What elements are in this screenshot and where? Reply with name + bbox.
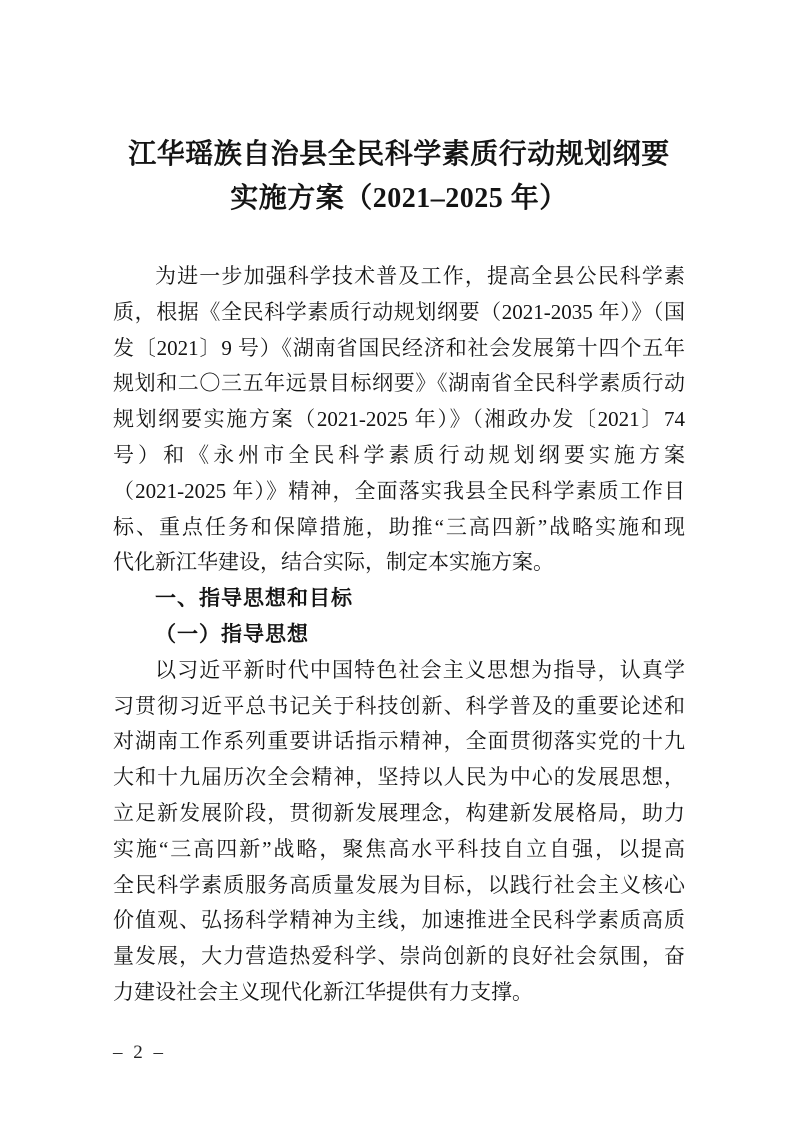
paragraph-line: 力建设社会主义现代化新江华提供有力支撑。: [113, 979, 533, 1004]
paragraph-line: 价值观、弘扬科学精神为主线，加速推进全民科学素质高质: [113, 908, 685, 933]
paragraph-line: 号）和《永州市全民科学素质行动规划纲要实施方案: [113, 442, 685, 467]
paragraph-line: 全民科学素质服务高质量发展为目标，以践行社会主义核心: [113, 872, 685, 897]
paragraph-line: 质，根据《全民科学素质行动规划纲要（2021-2035 年）》（国: [113, 299, 685, 324]
section-heading-guiding-thought-and-goals: 一、指导思想和目标: [155, 587, 353, 611]
page-number: – 2 –: [113, 1042, 166, 1063]
paragraph-line: 立足新发展阶段，贯彻新发展理念，构建新发展格局，助力: [113, 800, 685, 825]
paragraph-line: 为进一步加强科学技术普及工作，提高全县公民科学素: [155, 264, 685, 288]
paragraph-line: 规划和二〇三五年远景目标纲要》《湖南省全民科学素质行动: [113, 371, 685, 396]
paragraph-line: 规划纲要实施方案（2021-2025 年）》（湘政办发〔2021〕74: [113, 407, 685, 432]
paragraph-intro: [113, 259, 685, 581]
paragraph-guiding-thought: [113, 653, 685, 1011]
document-title: [113, 0, 685, 221]
document-title-line-2: 实施方案（2021–2025 年）: [230, 183, 568, 214]
paragraph-line: 以习近平新时代中国特色社会主义思想为指导，认真学: [155, 657, 685, 682]
paragraph-line: 发〔2021〕9 号）《湖南省国民经济和社会发展第十四个五年: [113, 335, 685, 360]
paragraph-line: 习贯彻习近平总书记关于科技创新、科学普及的重要论述和: [113, 693, 685, 718]
paragraph-line: （2021-2025 年）》精神，全面落实我县全民科学素质工作目: [113, 478, 685, 503]
document-body: [113, 259, 685, 1011]
subsection-heading-guiding-thought: （一）指导思想: [155, 621, 309, 646]
paragraph-line: 量发展，大力营造热爱科学、崇尚创新的良好社会氛围，奋: [113, 944, 685, 969]
paragraph-line: 标、重点任务和保障措施，助推“三高四新”战略实施和现: [113, 514, 685, 539]
paragraph-line: 实施“三高四新”战略，聚焦高水平科技自立自强，以提高: [113, 836, 685, 861]
paragraph-line: 代化新江华建设，结合实际，制定本实施方案。: [113, 550, 554, 575]
paragraph-line: 大和十九届历次全会精神，坚持以人民为中心的发展思想，: [113, 765, 685, 790]
paragraph-line: 对湖南工作系列重要讲话指示精神，全面贯彻落实党的十九: [113, 729, 685, 754]
document-title-line-1: 江华瑶族自治县全民科学素质行动规划纲要: [128, 139, 670, 170]
